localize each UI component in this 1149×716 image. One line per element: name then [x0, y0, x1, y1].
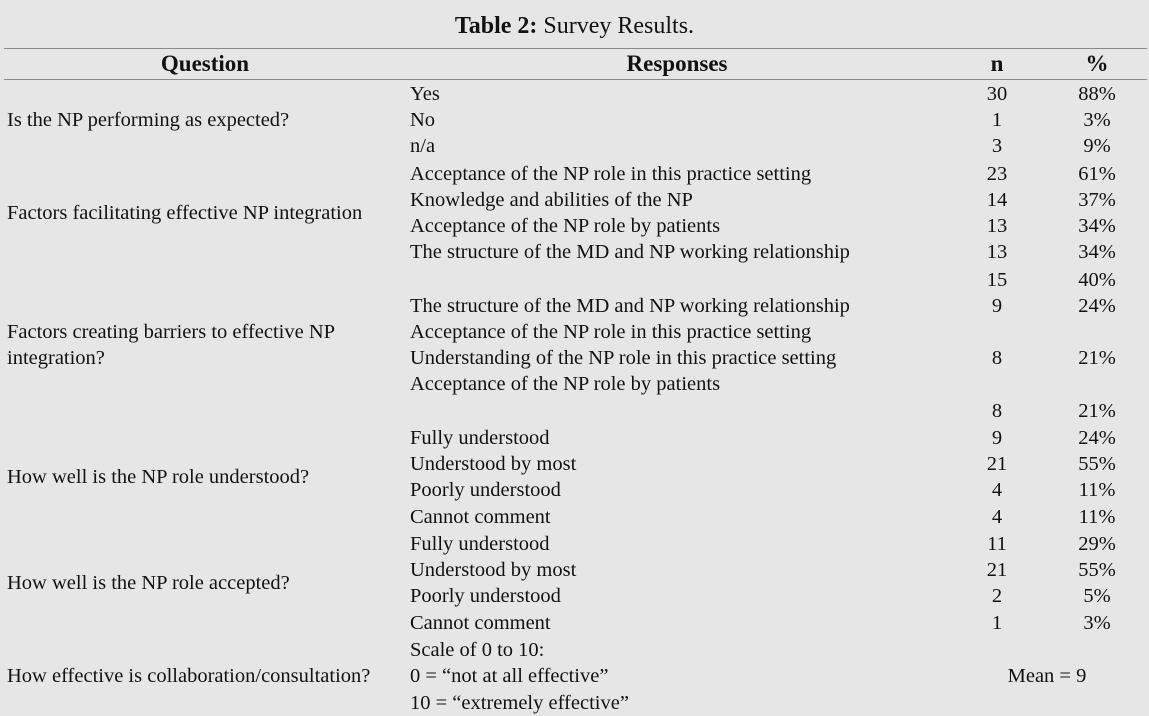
response-cell: Understood by most [410, 559, 577, 581]
n-cell: 13 [986, 241, 1008, 263]
response-cell: Poorly understood [410, 479, 561, 501]
response-cell: Understood by most [410, 453, 577, 475]
question-cell: Factors creating barriers to effective NP integration? [7, 321, 335, 369]
percent-cell: 61% [1078, 163, 1116, 185]
mean-value: Mean = 9 [1007, 665, 1087, 687]
percent-cell: 9% [1083, 135, 1111, 157]
header-responses: Responses [626, 51, 728, 76]
n-cell: 21 [986, 453, 1008, 475]
response-cell: 10 = “extremely effective” [410, 692, 629, 714]
table-title-label: Table 2: [454, 13, 538, 39]
response-cell: Scale of 0 to 10: [410, 639, 545, 661]
percent-cell: 29% [1078, 533, 1116, 555]
n-cell: 9 [991, 427, 1003, 449]
percent-cell: 3% [1083, 612, 1111, 634]
response-cell: Understanding of the NP role in this practice setting [410, 347, 837, 369]
header-top-rule [4, 48, 1147, 49]
question-cell: How well is the NP role understood? [7, 466, 310, 488]
percent-cell: 34% [1078, 241, 1116, 263]
response-cell: Acceptance of the NP role in this practice setting [410, 321, 812, 343]
header-percent: % [1085, 51, 1109, 76]
n-cell: 13 [986, 215, 1008, 237]
percent-cell: 55% [1078, 559, 1116, 581]
header-bottom-rule [4, 79, 1147, 80]
n-cell: 2 [991, 585, 1003, 607]
question-cell: Is the NP performing as expected? [7, 109, 290, 131]
percent-cell: 24% [1078, 427, 1116, 449]
n-cell: 14 [986, 189, 1008, 211]
n-cell: 4 [991, 479, 1003, 501]
n-cell: 23 [986, 163, 1008, 185]
response-cell: Acceptance of the NP role by patients [410, 373, 721, 395]
percent-cell: 3% [1083, 109, 1111, 131]
n-cell: 30 [986, 83, 1008, 105]
question-cell: Factors facilitating effective NP integration [7, 202, 363, 224]
percent-cell: 55% [1078, 453, 1116, 475]
table-title-text: Survey Results. [537, 13, 695, 39]
percent-cell: 40% [1078, 269, 1116, 291]
percent-cell: 88% [1078, 83, 1116, 105]
n-cell: 11 [987, 533, 1007, 555]
header-question: Question [160, 51, 250, 76]
percent-cell: 34% [1078, 215, 1116, 237]
percent-cell: 5% [1083, 585, 1111, 607]
percent-cell: 21% [1078, 400, 1116, 422]
response-cell: n/a [410, 135, 436, 157]
n-cell: 1 [991, 109, 1003, 131]
n-cell: 8 [991, 347, 1003, 369]
response-cell: Acceptance of the NP role in this practice setting [410, 163, 812, 185]
response-cell: Poorly understood [410, 585, 561, 607]
response-cell: Fully understood [410, 533, 550, 555]
response-cell: The structure of the MD and NP working relationship [410, 295, 850, 317]
n-cell: 1 [991, 612, 1003, 634]
percent-cell: 11% [1078, 479, 1116, 501]
n-cell: 4 [991, 506, 1003, 528]
response-cell: Fully understood [410, 427, 550, 449]
question-cell: How effective is collaboration/consultation? [7, 665, 371, 687]
header-n: n [990, 51, 1004, 76]
n-cell: 8 [991, 400, 1003, 422]
response-cell: The structure of the MD and NP working relationship [410, 241, 850, 263]
percent-cell: 21% [1078, 347, 1116, 369]
response-cell: Cannot comment [410, 612, 551, 634]
n-cell: 3 [991, 135, 1003, 157]
response-cell: No [410, 109, 436, 131]
n-cell: 9 [991, 295, 1003, 317]
table-title [0, 10, 1149, 42]
percent-cell: 24% [1078, 295, 1116, 317]
response-cell: Knowledge and abilities of the NP [410, 189, 693, 211]
response-cell: Yes [410, 83, 440, 105]
n-cell: 15 [986, 269, 1008, 291]
response-cell: 0 = “not at all effective” [410, 665, 609, 687]
response-cell: Cannot comment [410, 506, 551, 528]
n-cell: 21 [986, 559, 1008, 581]
percent-cell: 37% [1078, 189, 1116, 211]
response-cell: Acceptance of the NP role by patients [410, 215, 721, 237]
question-cell: How well is the NP role accepted? [7, 572, 290, 594]
percent-cell: 11% [1078, 506, 1116, 528]
